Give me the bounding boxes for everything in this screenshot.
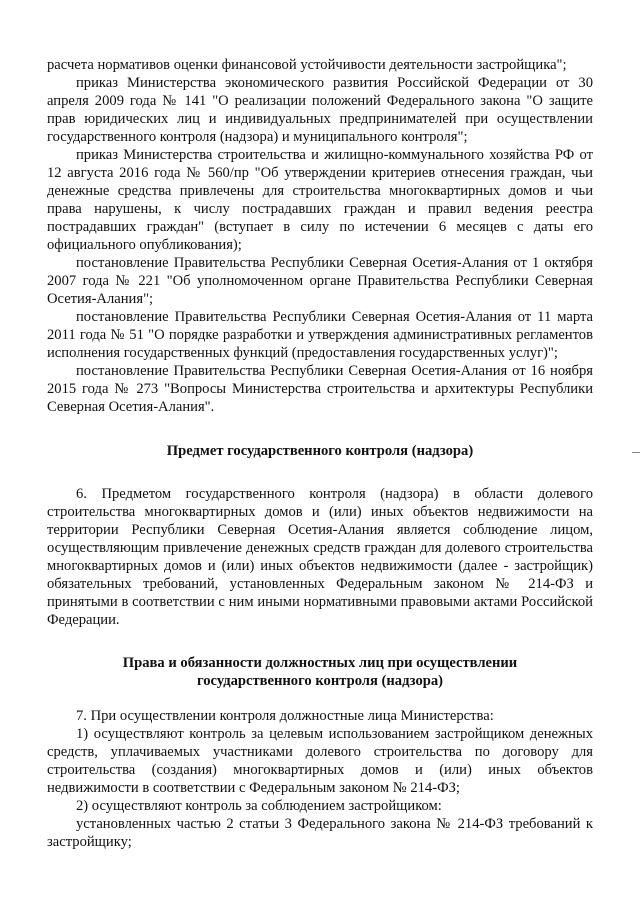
section-heading-rights-line2: государственного контроля (надзора) bbox=[196, 673, 444, 689]
paragraph-7: 7. При осуществлении контроля должностные лица Министерства: bbox=[76, 708, 494, 724]
paragraph-resolution-51: постановление Правительства Республики Северная Осетия-Алания от 11 марта 2011 года № 51 "О порядке разработки и утверждения административных регламентов исполнения государственных функций (предоставления государственных услуг)"; bbox=[47, 309, 593, 361]
paragraph-6: 6. Предметом государственного контроля (надзора) в области долевого строительства многоквартирных домов и (или) иных объектов недвижимости на территории Республики Северная Осетия-Алания является соблюдение лицом, осуществляющим привлечение денежных средств граждан для долевого строительства многоквартирных домов и (или) иных объектов недвижимости (далее - застройщик) обязательных требований, установленных Федеральным законом № 214-ФЗ и принятыми в соответствии с ним иными нормативными правовыми актами Российской Федерации. bbox=[47, 486, 593, 628]
paragraph-continuation: расчета нормативов оценки финансовой устойчивости деятельности застройщика"; bbox=[47, 57, 567, 73]
paragraph-7-item-2: 2) осуществляют контроль за соблюдением застройщиком: bbox=[76, 798, 442, 814]
section-heading-rights bbox=[47, 654, 593, 690]
paragraph-7-item-2-sub: установленных частью 2 статьи 3 Федерального закона № 214-ФЗ требований к застройщику; bbox=[47, 816, 593, 850]
paragraph-order-economy: приказ Министерства экономического развития Российской Федерации от 30 апреля 2009 года № 141 "О реализации положений Федерального закона "О защите прав юридических лиц и индивидуальных предпринимателей при осуществлении государственного контроля (надзора) и муниципального контроля"; bbox=[47, 75, 593, 145]
paragraph-resolution-273: постановление Правительства Республики Северная Осетия-Алания от 16 ноября 2015 года № 273 "Вопросы Министерства строительства и архитектуры Республики Северная Осетия-Алания". bbox=[47, 363, 593, 415]
section-heading-subject: Предмет государственного контроля (надзора) bbox=[166, 443, 474, 459]
document-page bbox=[47, 56, 593, 851]
paragraph-7-item-1: 1) осуществляют контроль за целевым использованием застройщиком денежных средств, уплачиваемых участниками долевого строительства по договору для строительства (создания) многоквартирных домов и (или) иных объектов недвижимости в соответствии с Федеральным законом № 214-ФЗ; bbox=[47, 726, 593, 796]
page-edge-mark bbox=[632, 452, 640, 453]
paragraph-resolution-221: постановление Правительства Республики Северная Осетия-Алания от 1 октября 2007 года № 221 "Об уполномоченном органе Правительства Республики Северная Осетия-Алания"; bbox=[47, 255, 593, 307]
section-heading-rights-line1: Права и обязанности должностных лиц при осуществлении bbox=[122, 655, 518, 671]
paragraph-order-construction: приказ Министерства строительства и жилищно-коммунального хозяйства РФ от 12 августа 2016 года № 560/пр "Об утверждении критериев отнесения граждан, чьи денежные средства привлечены для строительства многоквартирных домов и чьи права нарушены, к числу пострадавших граждан и правил ведения реестра пострадавших граждан" (вступает в силу по истечении 6 месяцев с даты его официального опубликования); bbox=[47, 147, 593, 253]
